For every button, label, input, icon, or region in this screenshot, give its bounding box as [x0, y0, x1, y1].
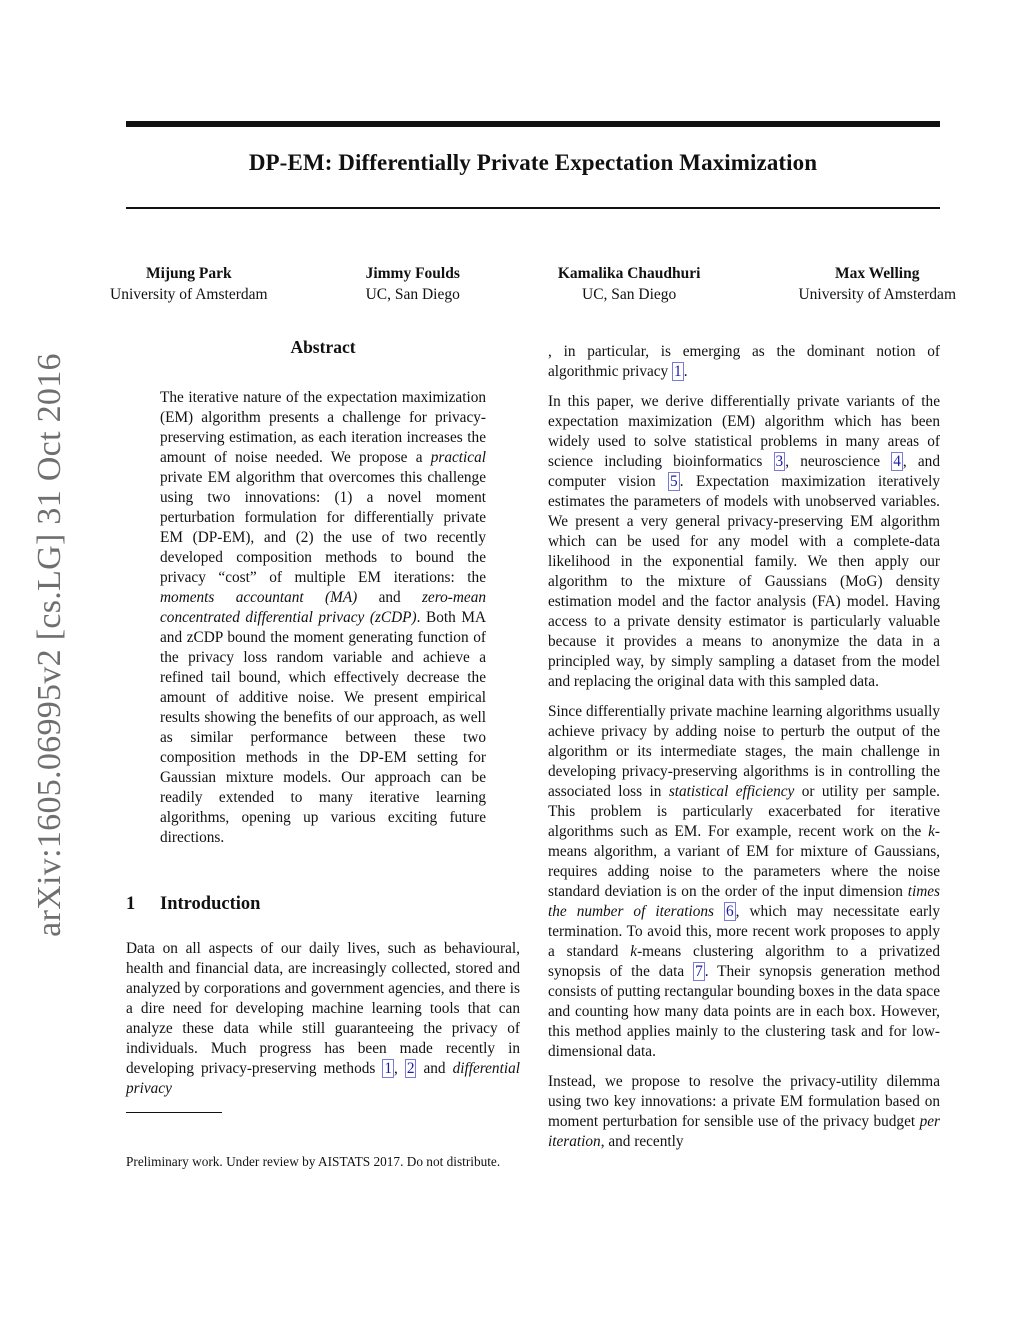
footnote-rule	[126, 1112, 222, 1113]
footnote: Preliminary work. Under review by AISTATS 2017. Do not distribute.	[126, 1154, 501, 1169]
intro-paragraph-2: In this paper, we derive differentially private variants of the expectation maximization (EM) algorithm which has been widely used to solve statistical problems in many areas of science including bioinformatics 3 , neuroscience 4 , and computer vision 5 . Expectation maximization iteratively estimates the parameters of models with unobserved variables. We present a very general privacy-preserving EM algorithm which can be used for any model with a complete-data likelihood in the exponential family. We then apply our algorithm to the mixture of Gaussians (MoG) density estimation model and the factor analysis (FA) model. Having access to a private density estimator is particularly valuable because it provides a means to anonymize the data in a principled way, by simply sampling a dataset from the model and replacing the original data with this sampled data.	[548, 393, 940, 690]
author-affiliation: UC, San Diego	[582, 286, 677, 303]
abstract-heading: Abstract	[290, 337, 356, 357]
abstract-paragraph: The iterative nature of the expectation maximization (EM) algorithm presents a challenge for privacy-preserving estimation, as each iteration increases the amount of noise needed. We propose a practical private EM algorithm that overcomes this challenge using two innovations: (1) a novel moment perturbation formulation for differentially private EM (DP-EM), and (2) the use of two recently developed composition methods to bound the privacy “cost” of multiple EM iterations: the moments accountant (MA) and zero-mean concentrated differential privacy (zCDP). Both MA and zCDP bound the moment generating function of the privacy loss random variable and achieve a refined tail bound, which effectively decrease the amount of additive noise. We present empirical results showing the benefits of our approach, as well as similar performance between these two composition methods in the DP-EM setting for Gaussian mixture models. Our approach can be readily extended to many iterative learning algorithms, opening up various exciting future directions.	[160, 389, 486, 846]
intro-paragraph-4: Instead, we propose to resolve the privacy-utility dilemma using two key innovations: a private EM formulation based on moment perturbation for sensible use of the privacy budget per iteration, and recently	[548, 1073, 940, 1150]
left-column	[126, 337, 520, 1170]
author-block	[558, 263, 701, 305]
section-title: Introduction	[160, 894, 261, 914]
intro-paragraph-1: Data on all aspects of our daily lives, such as behavioural, health and financial data, are increasingly collected, stored and analyzed by corporations and government agencies, and there is a dire need for developing machine learning tools that can analyze these data while still guaranteeing the privacy of individuals. Much progress has been made recently in developing privacy-preserving methods 1 , 2 and differential privacy	[126, 940, 520, 1097]
author-block	[366, 263, 460, 305]
intro-paragraph-1-continued: , in particular, is emerging as the dominant notion of algorithmic privacy 1 .	[548, 343, 940, 380]
citation-link[interactable]: 7	[695, 963, 703, 980]
title-rule-top	[126, 121, 940, 127]
author-name: Kamalika Chaudhuri	[557, 265, 701, 282]
abstract-body	[160, 388, 486, 848]
author-block	[110, 263, 268, 305]
author-affiliation: UC, San Diego	[365, 286, 460, 303]
arxiv-identifier: arXiv:1605.06995v2 [cs.LG] 31 Oct 2016	[31, 353, 68, 937]
citation-link[interactable]: 1	[384, 1060, 392, 1077]
citation-link[interactable]: 1	[674, 363, 682, 380]
section-heading-introduction	[126, 894, 520, 914]
citation-link[interactable]: 5	[670, 473, 678, 490]
author-block	[798, 263, 956, 305]
right-column	[548, 342, 940, 1162]
citation-link[interactable]: 4	[893, 453, 901, 470]
citation-link[interactable]: 3	[775, 453, 784, 470]
citation-link[interactable]: 2	[406, 1060, 415, 1077]
author-list	[110, 263, 956, 305]
author-name: Max Welling	[834, 265, 920, 282]
author-name: Mijung Park	[145, 265, 232, 282]
paper-title: DP-EM: Differentially Private Expectation Maximization	[248, 150, 818, 175]
section-number: 1	[126, 894, 136, 914]
intro-paragraph-3: Since differentially private machine learning algorithms usually achieve privacy by adding noise to perturb the output of the algorithm or its intermediate stages, the main challenge in developing privacy-preserving algorithms is in controlling the associated loss in statistical efficiency or utility per sample. This problem is particularly exacerbated for iterative algorithms such as EM. For example, recent work on the k-means algorithm, a variant of EM for mixture of Gaussians, requires adding noise to the parameters where the noise standard deviation is on the order of the input dimension times the number of iterations 6 , which may necessitate early termination. To avoid this, more recent work proposes to apply a standard k-means clustering algorithm to a privatized synopsis of the data 7 . Their synopsis generation method consists of putting rectangular bounding boxes in the data space and counting how many data points are in each box. However, this method applies mainly to the clustering task and for low-dimensional data.	[548, 703, 940, 1060]
author-name: Jimmy Foulds	[365, 265, 460, 282]
title-rule-bottom	[126, 207, 940, 209]
author-affiliation: University of Amsterdam	[798, 286, 956, 303]
citation-link[interactable]: 6	[725, 903, 734, 920]
author-affiliation: University of Amsterdam	[110, 286, 268, 303]
